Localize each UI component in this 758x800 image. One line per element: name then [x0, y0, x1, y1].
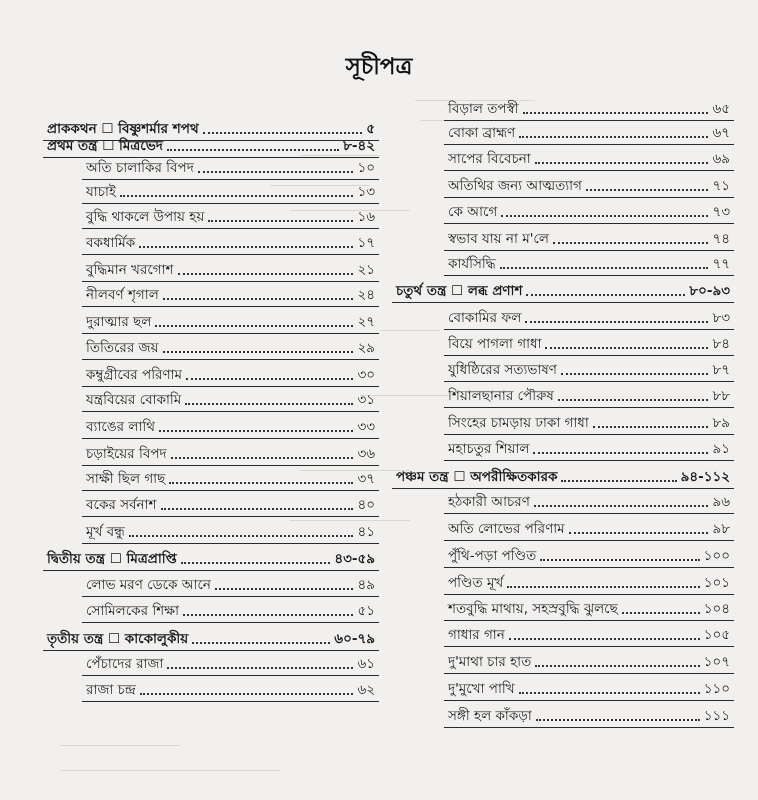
page-number: ২৭ [357, 314, 375, 330]
entry-title: অতি চালাকির বিপদ [86, 160, 194, 176]
dot-leader [155, 325, 353, 327]
toc-entry-row [448, 122, 730, 142]
page-number: ২৪ [357, 287, 375, 303]
toc-entry-row [86, 443, 375, 463]
entry-title: সোমিলকের শিক্ষা [86, 603, 180, 619]
dot-leader [509, 638, 700, 640]
toc-entry-row [448, 412, 730, 432]
page-number: ৭৭ [712, 256, 730, 272]
toc-entry-row [86, 600, 375, 620]
entry-underline [82, 516, 379, 517]
entry-title: শিয়ালছানার পৌরুষ [448, 388, 554, 404]
toc-entry-row [86, 181, 375, 201]
entry-underline [82, 386, 379, 387]
dot-leader [169, 482, 353, 484]
dot-leader [535, 162, 709, 164]
toc-entry-row [448, 438, 730, 458]
page-number: ১০৫ [703, 627, 730, 643]
page-number: ৩১ [357, 392, 375, 408]
entry-underline [82, 622, 379, 623]
dot-leader [553, 242, 709, 244]
dot-leader [622, 612, 700, 614]
toc-entry-row [86, 653, 375, 673]
page-number: ৯৮ [712, 521, 730, 537]
entry-title: পুঁথি-পড়া পণ্ডিত [448, 548, 537, 564]
dot-leader [535, 665, 699, 667]
entry-title: পণ্ডিত মূর্খ [448, 575, 504, 591]
entry-underline [82, 490, 379, 491]
dot-leader [208, 220, 353, 222]
page-number: ৯৪-১১২ [680, 469, 730, 485]
toc-section-row [396, 280, 730, 300]
dot-leader [139, 246, 353, 248]
entry-underline [82, 203, 379, 204]
page-number: ৮৭ [712, 362, 730, 378]
toc-entry-row [448, 624, 730, 644]
dot-leader [203, 132, 363, 134]
entry-underline [444, 223, 734, 224]
show-through-line [380, 330, 440, 331]
entry-underline [444, 120, 734, 121]
entry-title: বোকা ব্রাহ্মণ [448, 125, 516, 141]
section-title: চতুর্থ তন্ত্র ☐ লব্ধ প্রণাশ [396, 283, 523, 299]
page-number: ৬৫ [712, 101, 730, 117]
entry-underline [444, 594, 734, 595]
page-number: ১০ [357, 160, 375, 176]
entry-title: কার্যসিদ্ধি [448, 256, 496, 272]
page-number: ৩৬ [357, 446, 375, 462]
entry-title: গাধার গান [448, 627, 505, 643]
entry-title: শতবুদ্ধি মাথায়, সহস্রবুদ্ধি ঝুলছে [448, 601, 618, 617]
toc-entry-row [86, 284, 375, 304]
entry-underline [444, 407, 734, 408]
page-number: ৭১ [712, 178, 730, 194]
toc-entry-row [86, 521, 375, 541]
entry-title: দুরাত্মার ছল [86, 314, 152, 330]
toc-entry-row [448, 253, 730, 273]
entry-title: যাচাই [86, 184, 116, 200]
entry-underline [444, 673, 734, 674]
page-number: ১০১ [703, 575, 730, 591]
dot-leader [561, 480, 676, 482]
entry-title: তিতিরের জয় [86, 340, 159, 356]
toc-entry-row [448, 148, 730, 168]
entry-underline [444, 381, 734, 382]
entry-title: সঙ্গী হল কাঁকড়া [448, 708, 532, 724]
entry-underline [444, 355, 734, 356]
page-number: ১০৪ [703, 601, 730, 617]
page-number: ১৭ [357, 235, 375, 251]
toc-entry-row [86, 679, 375, 699]
entry-underline [444, 197, 734, 198]
entry-underline [82, 333, 379, 334]
entry-underline [444, 540, 734, 541]
entry-title: নীলবর্ণ শৃগাল [86, 287, 159, 303]
entry-title: যুধিষ্ঠিরের সত্যভাষণ [448, 362, 557, 378]
section-title: পঞ্চম তন্ত্র ☐ অপরীক্ষিতকারক [396, 469, 558, 485]
entry-title: বিড়াল তপস্বী [448, 101, 519, 117]
entry-title: স্বভাব যায় না ম'লে [448, 231, 549, 247]
dot-leader [501, 215, 708, 217]
page-number: ৮৪ [712, 336, 730, 352]
page-number: ৬০-৭৯ [334, 631, 375, 647]
entry-underline [392, 488, 734, 489]
page-number: ১০০ [703, 548, 730, 564]
page-number: ৩৭ [357, 471, 375, 487]
toc-entry-row [448, 201, 730, 221]
toc-entry-row [86, 311, 375, 331]
entry-title: কে আগে [448, 204, 498, 220]
entry-underline [82, 465, 379, 466]
dot-leader [533, 452, 708, 454]
entry-title: বুদ্ধিমান খরগোশ [86, 262, 174, 278]
page-number: ৩০ [357, 367, 375, 383]
entry-underline [82, 701, 379, 702]
entry-underline [43, 650, 379, 651]
toc-entry-row [86, 574, 375, 594]
page-number: ৪৩-৫৯ [334, 551, 375, 567]
entry-underline [82, 306, 379, 307]
dot-leader [163, 298, 354, 300]
toc-entry-row [86, 206, 375, 226]
section-title: তৃতীয় তন্ত্র ☐ কাকোলুকীয় [47, 631, 189, 647]
page-number: ৭৪ [712, 231, 730, 247]
dot-leader [540, 559, 699, 561]
entry-underline [392, 302, 734, 303]
entry-underline [82, 254, 379, 255]
page-number: ৪০ [357, 497, 375, 513]
page-number: ৮৯ [712, 415, 730, 431]
toc-entry-row [448, 98, 730, 118]
dot-leader [536, 719, 700, 721]
entry-underline [82, 179, 379, 180]
toc-entry-row [86, 389, 375, 409]
page-number: ৮৩ [712, 310, 730, 326]
entry-title: সাপের বিবেচনা [448, 151, 531, 167]
dot-leader [593, 426, 709, 428]
toc-entry-row [86, 468, 375, 488]
entry-title: দু'মাথা চার হাত [448, 654, 532, 670]
toc-entry-row [448, 491, 730, 511]
entry-underline [444, 275, 734, 276]
dot-leader [185, 403, 353, 405]
section-title: প্রাককথন ☐ বিষ্ণুশর্মার শপথ [47, 121, 199, 137]
dot-leader [215, 588, 353, 590]
page-number: ২৯ [357, 340, 375, 356]
entry-title: দু'মুখো পাখি [448, 681, 515, 697]
entry-title: বুদ্ধি থাকলে উপায় হয় [86, 209, 205, 225]
dot-leader [140, 693, 354, 695]
page-number: ১৩ [357, 184, 375, 200]
page-number: ৬১ [357, 656, 375, 672]
show-through-line [60, 770, 280, 771]
page-number: ৫১ [357, 603, 375, 619]
dot-leader [561, 373, 708, 375]
entry-underline [444, 727, 734, 728]
toc-entry-row [86, 416, 375, 436]
entry-title: বিয়ে পাগলা গাধা [448, 336, 542, 352]
entry-underline [82, 228, 379, 229]
entry-underline [82, 359, 379, 360]
entry-title: যন্ত্রবিয়ের বোকামি [86, 392, 182, 408]
entry-underline [444, 620, 734, 621]
toc-entry-row [86, 157, 375, 177]
toc-entry-row [448, 359, 730, 379]
dot-leader [178, 273, 354, 275]
entry-underline [444, 250, 734, 251]
entry-underline [43, 570, 379, 571]
dot-leader [523, 112, 709, 114]
section-title: প্রথম তন্ত্র ☐ মিত্রভেদ [47, 138, 163, 154]
entry-title: রাজা চন্দ্র [86, 682, 136, 698]
entry-underline [444, 646, 734, 647]
toc-entry-row [448, 651, 730, 671]
entry-underline [444, 170, 734, 171]
dot-leader [167, 149, 339, 151]
dot-leader [186, 378, 353, 380]
dot-leader [163, 351, 354, 353]
dot-leader [159, 430, 353, 432]
page-number: ৪১ [357, 524, 375, 540]
show-through-line [300, 155, 380, 156]
page-number: ৯৬ [712, 494, 730, 510]
toc-section-row [47, 135, 375, 155]
toc-section-row [396, 466, 730, 486]
dot-leader [526, 294, 685, 296]
dot-leader [519, 692, 700, 694]
toc-entry-row [86, 494, 375, 514]
dot-leader [519, 136, 708, 138]
toc-entry-row [448, 705, 730, 725]
dot-leader [558, 399, 709, 401]
entry-title: মূর্খ বন্ধু [86, 524, 125, 540]
dot-leader [500, 267, 709, 269]
entry-title: কম্বুগ্রীবের পরিণাম [86, 367, 183, 383]
page-number: ১০৭ [703, 654, 730, 670]
entry-title: পেঁচাদের রাজা [86, 656, 164, 672]
dot-leader [167, 667, 353, 669]
entry-underline [82, 543, 379, 544]
toc-section-row [47, 628, 375, 648]
show-through-line [60, 745, 180, 746]
page-number: ১১০ [703, 681, 730, 697]
entry-title: মহাচতুর শিয়াল [448, 441, 530, 457]
page-number: ৬৯ [712, 151, 730, 167]
entry-underline [444, 567, 734, 568]
dot-leader [192, 642, 330, 644]
toc-entry-row [448, 572, 730, 592]
entry-title: অতি লোভের পরিণাম [448, 521, 565, 537]
toc-entry-row [448, 228, 730, 248]
toc-entry-row [448, 385, 730, 405]
page-number: ৮০-৯৩ [689, 283, 730, 299]
entry-underline [82, 438, 379, 439]
page-number: ৫ [366, 121, 375, 137]
section-title: দ্বিতীয় তন্ত্র ☐ মিত্রপ্রাপ্তি [47, 551, 177, 567]
dot-leader [120, 195, 354, 197]
entry-title: অতিথির জন্য আত্মত্যাগ [448, 178, 582, 194]
entry-underline [82, 411, 379, 412]
page-number: ১১১ [703, 708, 730, 724]
dot-leader [545, 347, 708, 349]
toc-entry-row [448, 678, 730, 698]
page-number: ২১ [357, 262, 375, 278]
dot-leader [129, 535, 354, 537]
toc-entry-row [448, 307, 730, 327]
entry-underline [444, 460, 734, 461]
entry-title: সাক্ষী ছিল গাছ [86, 471, 166, 487]
page-number: ৬২ [357, 682, 375, 698]
page-number: ৩৩ [357, 419, 375, 435]
dot-leader [507, 586, 699, 588]
entry-title: বকধার্মিক [86, 235, 136, 251]
page-number: ৮৮ [712, 388, 730, 404]
toc-entry-row [86, 259, 375, 279]
entry-underline [444, 434, 734, 435]
toc-section-row [47, 548, 375, 568]
page-number: ৬৭ [712, 125, 730, 141]
entry-underline [82, 675, 379, 676]
toc-entry-row [448, 598, 730, 618]
dot-leader [525, 321, 708, 323]
entry-title: সিংহের চামড়ায় ঢাকা গাধা [448, 415, 589, 431]
dot-leader [534, 505, 709, 507]
dot-leader [586, 189, 709, 191]
dot-leader [181, 562, 331, 564]
toc-entry-row [86, 337, 375, 357]
page-number: ৮-৪২ [343, 138, 375, 154]
entry-title: ব্যাঙের লাথি [86, 419, 155, 435]
entry-underline [444, 329, 734, 330]
entry-title: লোভ মরণ ডেকে আনে [86, 577, 211, 593]
entry-underline [444, 513, 734, 514]
dot-leader [198, 171, 354, 173]
toc-entry-row [448, 175, 730, 195]
entry-title: চড়াইয়ের বিপদ [86, 446, 167, 462]
toc-entry-row [86, 364, 375, 384]
dot-leader [569, 532, 709, 534]
page-number: ৪৯ [357, 577, 375, 593]
page-number: ৯১ [712, 441, 730, 457]
entry-title: হঠকারী আচরণ [448, 494, 530, 510]
dot-leader [183, 614, 353, 616]
entry-underline [82, 281, 379, 282]
dot-leader [161, 508, 354, 510]
page-title: সূচীপত্র [345, 53, 413, 80]
toc-entry-row [86, 232, 375, 252]
page-number: ১৬ [357, 209, 375, 225]
entry-underline [444, 144, 734, 145]
toc-entry-row [448, 518, 730, 538]
toc-entry-row [448, 333, 730, 353]
toc-entry-row [448, 545, 730, 565]
entry-underline [82, 596, 379, 597]
entry-underline [444, 700, 734, 701]
entry-title: বোকামির ফল [448, 310, 522, 326]
entry-title: বকের সর্বনাশ [86, 497, 157, 513]
dot-leader [171, 457, 354, 459]
page-number: ৭৩ [712, 204, 730, 220]
